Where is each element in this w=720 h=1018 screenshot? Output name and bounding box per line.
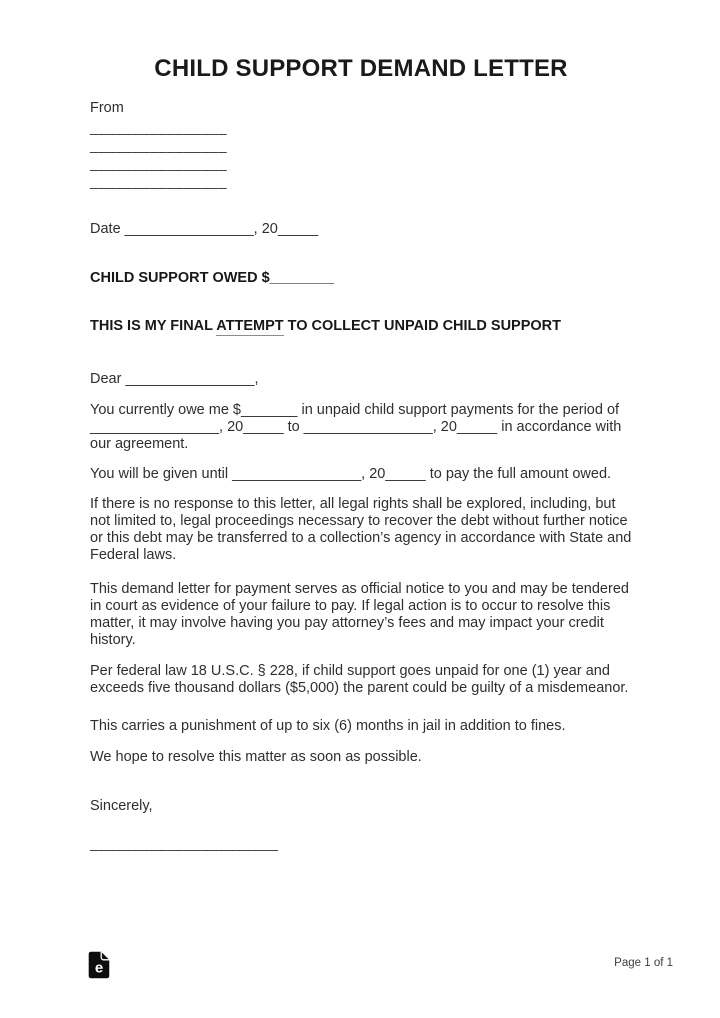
final-attempt-heading-pre: THIS IS MY FINAL (90, 318, 217, 334)
final-attempt-heading (90, 318, 632, 335)
owed-heading: CHILD SUPPORT OWED $________ (90, 270, 335, 286)
salutation: Dear ________________, (90, 371, 259, 387)
eforms-logo-icon (88, 951, 110, 979)
letter-title: CHILD SUPPORT DEMAND LETTER (154, 55, 568, 82)
paragraph-resolution-hope: We hope to resolve this matter as soon as possible. (90, 749, 422, 765)
paragraph-punishment: This carries a punishment of up to six (6) months in jail in addition to fines. (90, 718, 566, 734)
paragraph-official-notice: This demand letter for payment serves as official notice to you and may be tendered in court as evidence of your failure to pay. If legal action is to occur to resolve this matter, it may involve having you pay attorney’s fees and may impact your credit history. (90, 581, 629, 648)
from-address-block (90, 119, 632, 191)
paragraph-federal-law: Per federal law 18 U.S.C. § 228, if child support goes unpaid for one (1) year and exceeds five thousand dollars ($5,000) the parent could be guilty of a misdemeanor. (90, 663, 629, 696)
paragraph-amount-owed: You currently owe me $_______ in unpaid child support payments for the period of ________________, 20_____ to ________________, 20_____ in accordance with our agreement. (90, 402, 622, 452)
paragraph-legal-rights: If there is no response to this letter, all legal rights shall be explored, including, but not limited to, legal proceedings necessary to recover the debt without further notice or this debt may be transferred to a collection’s agency in accordance with State and Federal laws. (90, 496, 632, 563)
page-indicator: Page 1 of 1 (614, 957, 673, 969)
final-attempt-heading-underlined-word: ATTEMPT (216, 318, 284, 334)
final-attempt-heading-post: TO COLLECT UNPAID CHILD SUPPORT (283, 318, 561, 334)
from-blank-line: ________________ (90, 156, 228, 172)
from-blank-line: ________________ (90, 120, 228, 136)
letter-content (90, 0, 632, 853)
signature-line: ______________________ (90, 836, 279, 852)
date-line: Date ________________, 20_____ (90, 221, 319, 237)
from-label: From (90, 100, 124, 116)
from-blank-line: ________________ (90, 138, 228, 154)
eforms-logo-letter: e (94, 959, 104, 977)
from-blank-line: ________________ (90, 174, 228, 190)
closing-sincerely: Sincerely, (90, 798, 153, 814)
paragraph-payment-deadline: You will be given until ________________, 20_____ to pay the full amount owed. (90, 466, 612, 482)
